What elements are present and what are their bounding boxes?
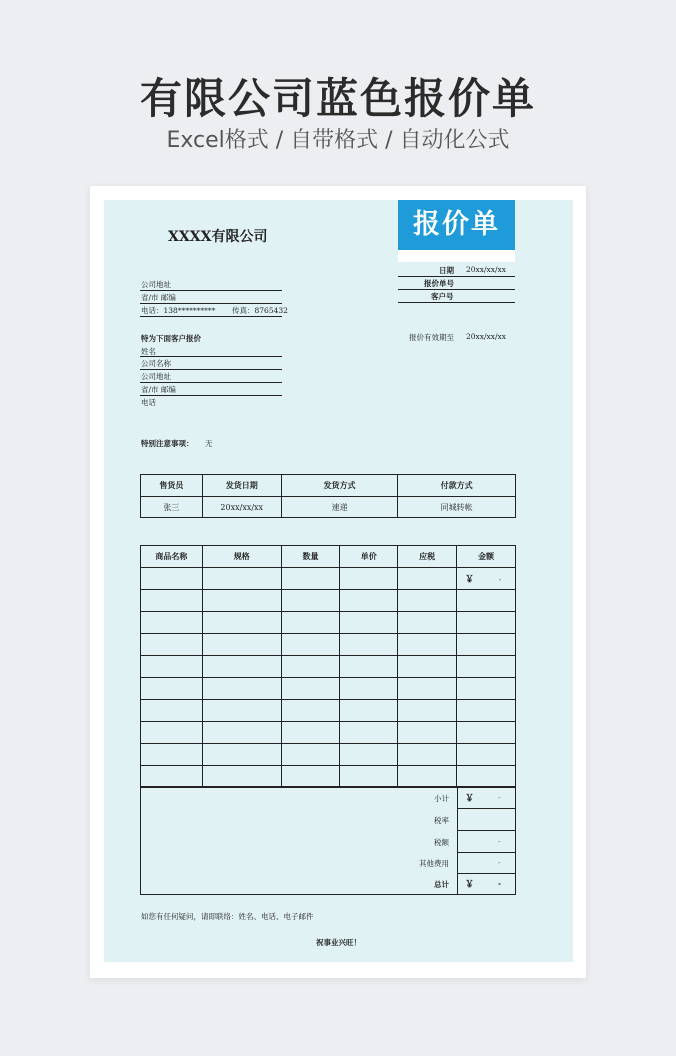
document-card — [90, 186, 586, 978]
table-cell — [281, 744, 340, 766]
table-cell — [340, 634, 398, 656]
table-cell — [457, 612, 516, 634]
recipient-name: 姓名 — [141, 347, 156, 356]
table-cell — [281, 766, 340, 788]
table-cell — [340, 612, 398, 634]
quote-no-label: 报价单号 — [424, 279, 454, 288]
valid-until-label: 报价有效期至 — [409, 333, 454, 342]
sender-fax: 传真：8765432 — [232, 306, 288, 315]
tax-rate-label: 税率 — [434, 816, 449, 825]
table-row — [141, 722, 516, 744]
first-amount-symbol: ￥ — [465, 575, 475, 585]
table-cell — [398, 590, 457, 612]
table-cell — [340, 700, 398, 722]
table-cell — [202, 678, 281, 700]
notes-label: 特别注意事项： — [141, 439, 194, 448]
table-cell — [202, 744, 281, 766]
table-row — [141, 656, 516, 678]
table-cell — [340, 766, 398, 788]
table-cell — [202, 612, 281, 634]
summary-divider-1 — [457, 808, 516, 809]
table-cell — [340, 656, 398, 678]
table-cell — [202, 700, 281, 722]
table-cell — [398, 612, 457, 634]
first-amount-value: - — [498, 575, 502, 584]
subtotal-value: - — [498, 793, 501, 802]
table-row — [141, 678, 516, 700]
sender-address-underline — [140, 290, 282, 291]
order-cell-ship-date: 20xx/xx/xx — [202, 497, 281, 518]
page-subtitle: Excel格式 / 自带格式 / 自动化公式 — [166, 128, 510, 153]
table-cell — [398, 744, 457, 766]
recipient-company: 公司名称 — [141, 359, 171, 368]
date-underline — [398, 276, 515, 277]
recipient-address-underline — [140, 382, 282, 383]
table-cell — [141, 700, 203, 722]
table-cell — [457, 656, 516, 678]
order-table — [140, 474, 516, 518]
subtotal-symbol: ￥ — [465, 794, 475, 804]
table-cell — [398, 766, 457, 788]
table-cell — [340, 722, 398, 744]
table-row — [141, 590, 516, 612]
table-cell — [457, 634, 516, 656]
items-header-qty: 数量 — [281, 546, 340, 568]
recipient-province-underline — [140, 395, 282, 396]
subtotal-label: 小计 — [434, 794, 449, 803]
recipient-heading: 特为下面客户报价 — [141, 334, 201, 343]
total-symbol: ￥ — [465, 880, 475, 890]
table-cell — [281, 700, 340, 722]
sender-phone-underline — [140, 316, 282, 317]
contact-note: 如您有任何疑问，请即联络：姓名、电话、电子邮件 — [141, 912, 314, 921]
sender-province: 省/市 邮编 — [141, 293, 176, 302]
first-amount-cell — [457, 568, 516, 590]
date-label: 日期 — [439, 266, 454, 275]
table-cell — [340, 678, 398, 700]
items-header-price: 单价 — [340, 546, 398, 568]
table-cell — [202, 722, 281, 744]
notes-value: 无 — [205, 439, 213, 448]
order-header-ship-date: 发货日期 — [202, 475, 281, 497]
table-cell — [141, 766, 203, 788]
table-cell — [457, 766, 516, 788]
order-cell-ship-method: 速递 — [281, 497, 398, 518]
table-row — [141, 612, 516, 634]
table-cell — [281, 722, 340, 744]
recipient-province: 省/市 邮编 — [141, 385, 176, 394]
sender-address: 公司地址 — [141, 280, 171, 289]
order-header-salesperson: 售货员 — [141, 475, 203, 497]
quote-no-underline — [398, 289, 515, 290]
valid-until-value: 20xx/xx/xx — [466, 332, 506, 341]
customer-no-label: 客户号 — [431, 292, 454, 301]
badge-underbar — [398, 250, 515, 262]
table-cell — [340, 590, 398, 612]
table-cell — [457, 700, 516, 722]
items-header-name: 商品名称 — [141, 546, 203, 568]
order-cell-payment: 同城转帐 — [398, 497, 516, 518]
table-cell — [340, 744, 398, 766]
table-cell — [141, 612, 203, 634]
table-cell — [398, 656, 457, 678]
items-header-taxable: 应税 — [398, 546, 457, 568]
table-row — [141, 766, 516, 788]
table-cell — [281, 612, 340, 634]
table-cell — [281, 678, 340, 700]
table-cell — [398, 634, 457, 656]
table-cell — [281, 656, 340, 678]
items-header-amount: 金额 — [457, 546, 516, 568]
company-name: XXXX有限公司 — [168, 229, 268, 245]
quote-sheet — [104, 200, 573, 962]
table-cell — [457, 678, 516, 700]
table-row — [141, 634, 516, 656]
table-cell — [202, 656, 281, 678]
summary-box — [140, 786, 516, 895]
table-cell — [281, 634, 340, 656]
tax-amount-value: - — [498, 837, 501, 846]
other-fees-label: 其他费用 — [419, 859, 449, 868]
recipient-address: 公司地址 — [141, 372, 171, 381]
table-row — [141, 700, 516, 722]
order-header-payment: 付款方式 — [398, 475, 516, 497]
table-cell — [141, 744, 203, 766]
quote-badge: 报价单 — [398, 200, 515, 250]
tax-amount-label: 税额 — [434, 838, 449, 847]
customer-no-underline — [398, 302, 515, 303]
table-cell — [202, 766, 281, 788]
items-table — [140, 545, 516, 788]
recipient-company-underline — [140, 369, 282, 370]
total-value: - — [498, 879, 502, 888]
table-row — [141, 744, 516, 766]
table-cell — [398, 700, 457, 722]
table-cell — [141, 678, 203, 700]
table-cell — [202, 634, 281, 656]
table-cell — [457, 722, 516, 744]
table-cell — [141, 634, 203, 656]
page-title: 有限公司蓝色报价单 — [139, 74, 536, 123]
table-cell — [398, 722, 457, 744]
total-label: 总计 — [434, 880, 449, 889]
sender-province-underline — [140, 303, 282, 304]
table-cell — [141, 590, 203, 612]
table-cell — [141, 722, 203, 744]
table-cell — [141, 656, 203, 678]
table-cell — [281, 590, 340, 612]
recipient-name-underline — [140, 356, 282, 357]
recipient-phone: 电话 — [141, 398, 156, 407]
order-cell-salesperson: 张三 — [141, 497, 203, 518]
table-cell — [202, 590, 281, 612]
summary-divider-2 — [457, 830, 516, 831]
summary-divider-3 — [457, 852, 516, 853]
other-fees-value: - — [498, 858, 501, 867]
summary-divider-4 — [457, 873, 516, 874]
table-cell — [398, 678, 457, 700]
table-row — [141, 568, 516, 590]
closing-wish: 祝事业兴旺！ — [316, 938, 361, 947]
table-cell — [457, 590, 516, 612]
order-header-ship-method: 发货方式 — [281, 475, 398, 497]
items-header-spec: 规格 — [202, 546, 281, 568]
table-cell — [457, 744, 516, 766]
sender-phone: 电话：138********** — [141, 306, 216, 315]
date-value: 20xx/xx/xx — [466, 265, 506, 274]
